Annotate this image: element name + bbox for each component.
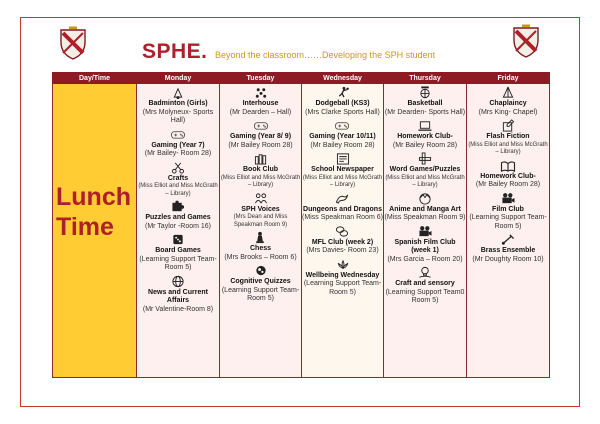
activity-item [224,231,296,262]
activity-item [302,258,383,298]
activity-item [228,119,292,150]
activity-detail: (Learning Support Team- Room 5) [469,214,547,230]
dodgeball-player-icon [335,86,351,99]
activity-item [302,192,383,223]
row-label [53,84,136,242]
activity-list [220,84,301,377]
school-crest-logo-right [511,24,541,58]
activity-item [467,192,549,232]
column-header: Thursday [384,73,467,84]
activity-name: Board Games [155,247,201,254]
activity-detail: (Mr Bailey Room 28) [475,181,541,188]
activity-detail: (Miss Elliot and Miss McGrath – Library) [468,141,548,155]
activity-detail: (Mrs Clarke Sports Hall) [305,108,380,116]
brain-gears-icon [253,264,269,277]
activity-name: Cognitive Quizzes [230,278,291,285]
activity-name: News and Current Affairs [148,288,208,304]
lotus-icon [335,258,351,271]
column-header: Tuesday [220,73,302,84]
activity-detail: (Learning Support Team- Room 5) [303,280,382,296]
activity-item [137,233,219,273]
activity-detail: (Mr Bailey Room 28) [228,141,293,149]
activity-item [385,192,466,223]
activity-name: Brass Ensemble [480,247,536,254]
activity-item [220,192,301,230]
game-controller-icon [253,119,269,132]
activity-name: Dungeons and Dragons [303,205,382,213]
activity-item [305,86,380,117]
activity-item [145,200,211,231]
scissors-icon [170,161,186,174]
activity-name: Craft and sensory [395,280,455,287]
activity-item [137,275,219,315]
books-icon [253,152,269,165]
activity-detail: (Mr Doughty Room 10) [472,255,544,263]
activity-item [384,152,466,190]
activity-name: Badminton (Girls) [148,100,208,107]
activity-name: School Newspaper [311,166,374,173]
crossword-icon [417,152,433,165]
lunch-time-row [53,84,550,378]
globe-icon [170,275,186,288]
dragon-icon [334,192,350,205]
activity-item [467,119,549,157]
timetable-header-row [53,73,550,84]
activity-item [385,86,465,117]
shuttlecock-icon [170,86,186,99]
game-controller-icon [334,119,350,132]
activity-name: Word Games/Puzzles [389,166,461,173]
notebook-pen-icon [500,119,516,132]
activity-item [384,266,466,306]
activity-item [137,86,219,126]
activity-name: Gaming (Year 7) [151,141,205,149]
activity-detail: (Mr Bailey- Room 28) [144,150,212,157]
film-camera-icon [500,192,516,205]
activity-detail: (Mr Valentine-Room 8) [142,305,214,313]
praying-hands-icon [500,86,516,99]
activity-detail: (Learning Support Team0 Room 5) [385,288,465,304]
trumpet-icon [500,233,516,246]
activity-name: Gaming (Year 10/11) [309,133,376,140]
activity-detail: (Mr Dearden – Hall) [229,108,292,116]
activity-name: Gaming (Year 8/ 9) [229,133,292,140]
school-crest-logo [58,26,88,60]
activity-name: Flash Fiction [486,133,530,140]
activity-detail: (Mrs King- Chapel) [478,108,538,116]
people-group-icon [253,86,269,99]
page-header [142,40,435,64]
activity-list [467,84,549,377]
day-cell-tuesday [220,84,302,378]
activity-name: Interhouse [242,100,279,107]
speaking-people-icon [253,192,269,205]
activity-detail: (Mr Bailey Room 28) [392,141,458,149]
timetable [52,72,550,378]
laptop-icon [417,119,433,132]
activity-item [220,152,301,190]
activity-detail: (Mr Taylor -Room 16) [145,222,211,230]
film-camera-icon [417,225,433,238]
activity-detail: (Mr Bailey Room 28) [310,141,375,149]
activity-item [472,233,543,264]
activity-item [393,119,457,150]
day-cell-monday [137,84,220,378]
activity-item [302,152,383,190]
activity-name: Anime and Manga Art [389,205,461,213]
activity-detail: (Miss Elliot and Miss McGrath – Library) [220,174,301,188]
column-header: Friday [467,73,550,84]
activity-detail: (Mrs Molyneux- Sports Hall) [142,108,214,124]
activity-detail: (Miss Elliot and Miss McGrath – Library) [385,174,465,188]
activity-list [137,84,219,377]
activity-item [306,225,378,256]
activity-name: Crafts [167,174,189,182]
column-header: Wednesday [302,73,384,84]
page-title: SPHE. [142,40,208,63]
game-controller-icon [170,128,186,141]
speech-bubbles-icon [334,225,350,238]
activity-item [384,225,466,265]
activity-name: Wellbeing Wednesday [305,271,380,279]
activity-detail: (Mrs Garcia – Room 20) [387,255,463,263]
activity-item [479,86,538,117]
activity-name: Spanish Film Club (week 1) [394,238,456,254]
activity-item [230,86,291,117]
activity-detail: (Miss Speakman Room 9) [384,214,466,221]
lunch-time-cell [53,84,137,378]
lightbulb-hand-icon [417,266,433,279]
activity-name: Homework Club- [397,133,453,140]
newspaper-icon [335,152,351,165]
open-book-icon [500,159,516,172]
dice-icon [170,233,186,246]
activity-item [137,161,219,199]
activity-name: SPH Voices [241,205,280,213]
activity-list [302,84,383,377]
activity-item [309,119,376,150]
activity-name: Chess [249,245,271,252]
activity-name: Basketball [407,100,443,107]
row-label-line: Time [56,213,114,241]
day-cell-friday [467,84,550,378]
anime-face-icon [417,192,433,205]
activity-name: Puzzles and Games [145,214,211,221]
column-header: Monday [137,73,220,84]
day-cell-thursday [384,84,467,378]
activity-detail: (Miss Elliot and Miss McGrath – Library) [302,174,383,188]
puzzle-icon [170,200,186,213]
activity-detail: (Mrs Dean and Miss Speakman Room 9) [233,214,288,228]
activity-list [384,84,466,377]
activity-name: Homework Club- [480,172,536,180]
activity-item [145,128,212,159]
activity-detail: (Miss Elliot and Miss McGrath – Library) [138,183,218,197]
row-label-line: Lunch [56,183,131,211]
activity-detail: (Miss Speakman Room 6) [302,214,383,221]
column-header: Day/Time [53,73,137,84]
activity-item [220,264,301,304]
activity-detail: (Learning Support Team- Room 5) [139,255,217,271]
chess-piece-icon [252,231,268,244]
activity-detail: (Mrs Davies- Room 23) [306,247,379,254]
activity-item [476,159,540,190]
activity-name: Chaplaincy [489,100,527,107]
page-subtitle: Beyond the classroom……Developing the SPH student [214,50,436,60]
activity-name: Book Club [243,166,278,173]
activity-detail: (Learning Support Team- Room 5) [221,286,300,302]
activity-name: Dodgeball (KS3) [315,100,370,107]
basketball-icon [417,86,433,99]
activity-name: MFL Club (week 2) [311,238,374,246]
activity-name: Film Club [492,205,524,213]
activity-detail: (Mrs Brooks – Room 6) [224,253,297,261]
activity-detail: (Mr Dearden- Sports Hall) [384,108,466,116]
day-cell-wednesday [302,84,384,378]
